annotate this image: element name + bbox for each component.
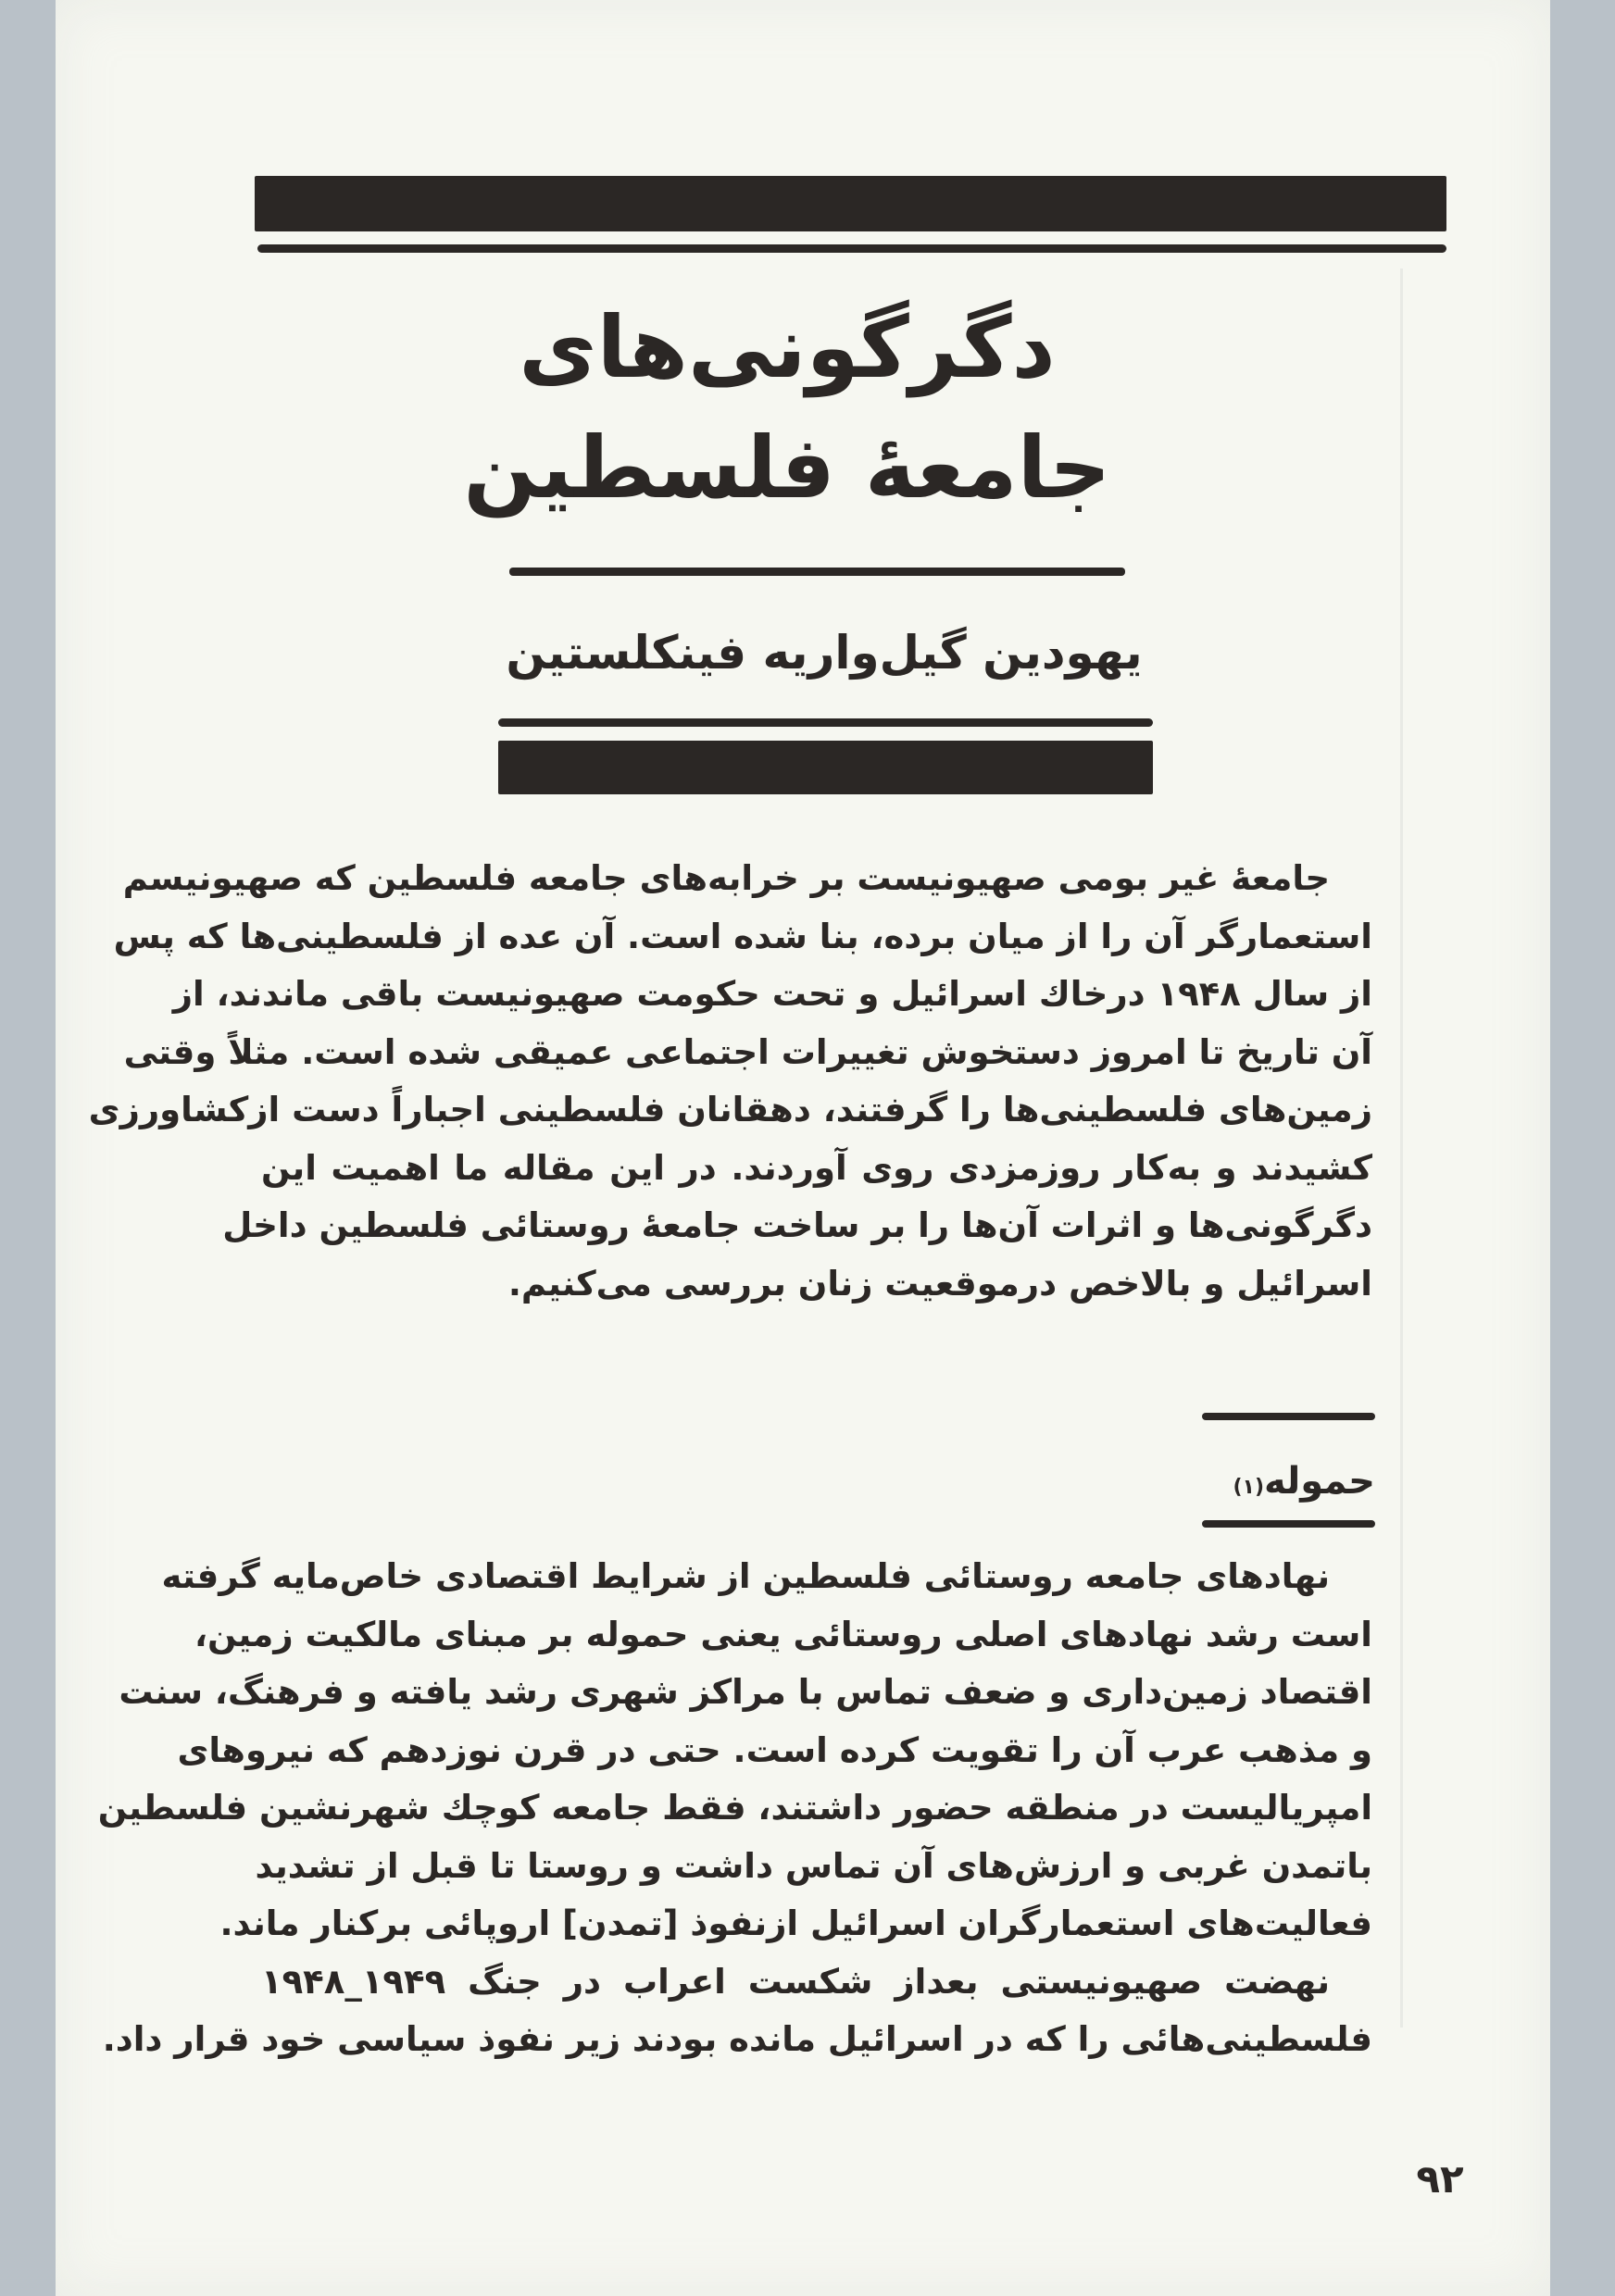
intro-line: کشیدند و به‌کار روزمزدی روی آوردند. در این مقاله ما اهمیت این — [261, 1147, 1372, 1188]
intro-line: جامعهٔ غیر بومی صهیونیست بر خرابه‌های جامعه فلسطین که صهیونیسم — [122, 858, 1330, 898]
article-title-line-1: دگرگونی‌های — [519, 298, 1056, 397]
bleed-through-mark — [1400, 268, 1403, 2028]
page-number: ۹۲ — [1416, 2156, 1464, 2202]
intro-line: آن تاریخ تا امروز دستخوش تغییرات اجتماعی عمیقی شده است. مثلاً وقتی — [123, 1031, 1372, 1072]
section-line: فلسطینی‌هائی را که در اسرائیل مانده بودند زیر نفوذ سیاسی خود قرار داد. — [102, 2019, 1372, 2059]
document-page — [56, 0, 1550, 2296]
title-divider-rule — [509, 568, 1125, 576]
article-author: یهودین گیل‌واریه فینکلستین — [506, 626, 1143, 680]
section-heading-text: حموله — [1264, 1460, 1375, 1503]
section-rule-bottom — [1202, 1520, 1375, 1528]
section-rule-top — [1202, 1413, 1375, 1420]
intro-line: دگرگونی‌ها و اثرات آن‌ها را بر ساخت جامعهٔ روستائی فلسطین داخل — [222, 1205, 1372, 1245]
header-thin-rule — [257, 244, 1446, 253]
section-line: امپریالیست در منطقه حضور داشتند، فقط جامعه کوچك شهرنشین فلسطین — [97, 1788, 1372, 1828]
article-title-line-2: جامعهٔ فلسطین — [463, 418, 1111, 518]
author-divider-rule — [498, 718, 1153, 727]
section-body — [97, 1548, 1372, 2069]
section-heading — [1120, 1455, 1375, 1514]
section-line: نهادهای جامعه روستائی فلسطین از شرایط اقتصادی خاص‌مایه گرفته — [161, 1556, 1330, 1596]
section-line: اقتصاد زمین‌داری و ضعف تماس با مراکز شهری رشد یافته و فرهنگ، سنت — [119, 1672, 1372, 1712]
intro-line: استعمارگر آن را از میان برده، بنا شده است. آن عده از فلسطینی‌ها که پس — [113, 916, 1372, 956]
author-thick-band — [498, 741, 1153, 794]
section-line: نهضت صهیونیستی بعداز شکست اعراب در جنگ ۱۹۴۹_۱۹۴۸ — [261, 1961, 1330, 2002]
section-line: فعالیت‌های استعمارگران اسرائیل ازنفوذ [تمدن] اروپائی برکنار ماند. — [219, 1903, 1372, 1943]
intro-line: اسرائیل و بالاخص درموقعیت زنان بررسی می‌کنیم. — [507, 1263, 1372, 1304]
header-thick-band — [255, 176, 1446, 231]
intro-line: از سال ۱۹۴۸ درخاك اسرائیل و تحت حکومت صهیونیست باقی ماندند، از — [172, 974, 1372, 1014]
section-line: باتمدن غربی و ارزش‌های آن تماس داشت و روستا تا قبل از تشدید — [255, 1845, 1372, 1886]
footnote-marker: (۱) — [1233, 1476, 1264, 1499]
section-line: است رشد نهادهای اصلی روستائی یعنی حموله بر مبنای مالکیت زمین، — [194, 1614, 1372, 1654]
section-line: و مذهب عرب آن را تقویت کرده است. حتی در قرن نوزدهم که نیروهای — [177, 1729, 1372, 1770]
intro-line: زمین‌های فلسطینی‌ها را گرفتند، دهقانان فلسطینی اجباراً دست ازکشاورزی — [88, 1090, 1372, 1129]
intro-paragraph — [88, 850, 1372, 1313]
